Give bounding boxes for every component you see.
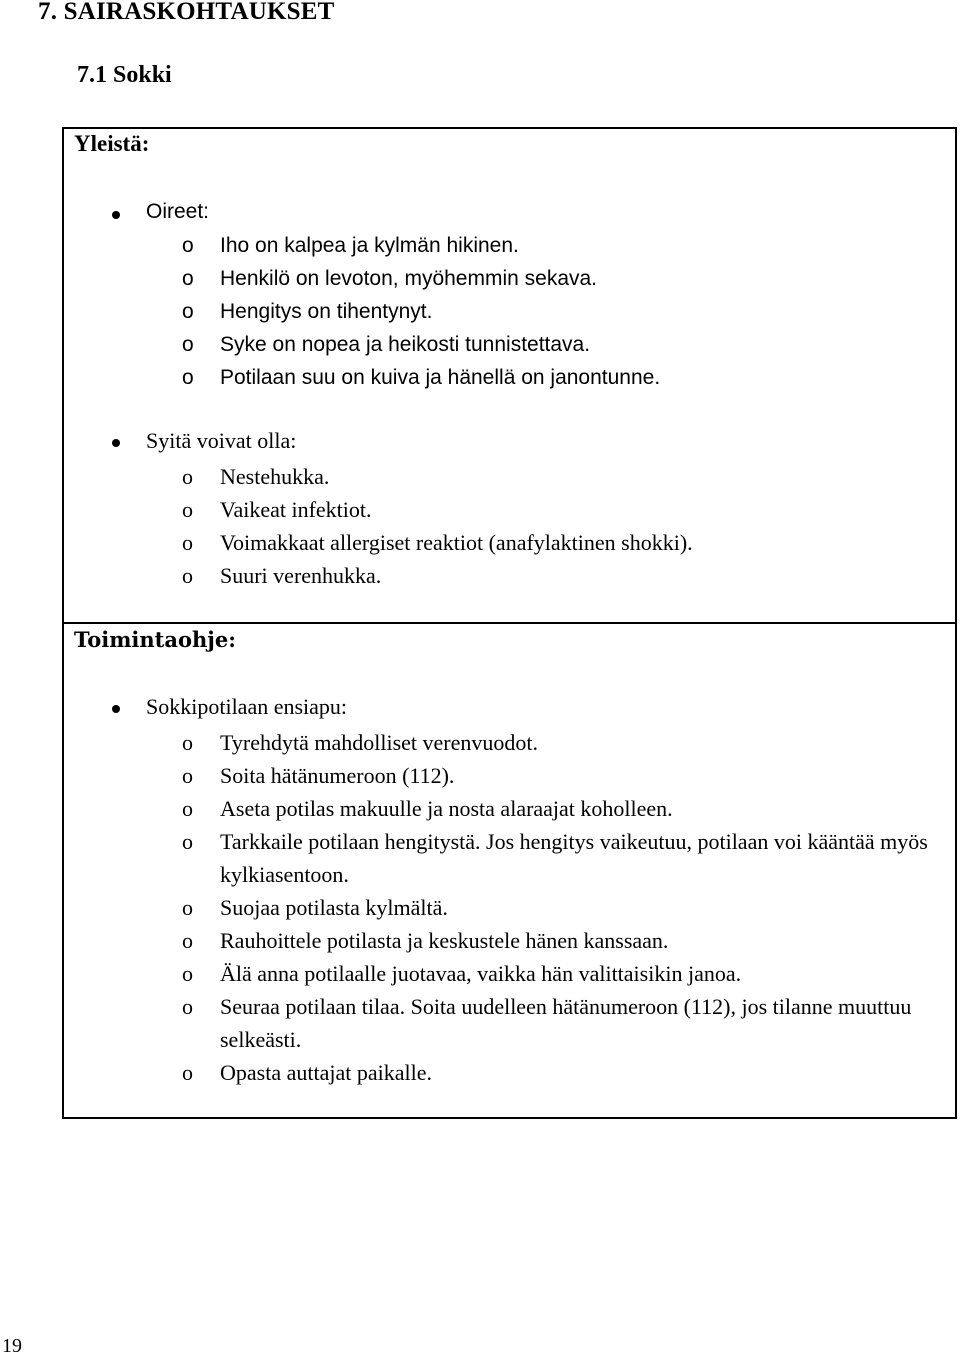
list-item-text: Hengitys on tihentynyt. xyxy=(220,300,433,323)
circle-bullet-icon: o xyxy=(182,961,193,986)
list-item-text: Suuri verenhukka. xyxy=(220,563,382,588)
bullet-dot-icon xyxy=(112,705,120,713)
list-item xyxy=(182,328,942,361)
list-item-text: Henkilö on levoton, myöhemmin sekava. xyxy=(220,267,598,290)
circle-bullet-icon: o xyxy=(182,1060,193,1085)
list-item xyxy=(182,924,942,957)
list-item-text: Tyrehdytä mahdolliset verenvuodot. xyxy=(220,730,538,755)
list-item-text: Tarkkaile potilaan hengitystä. Jos hengitys vaikeutuu, potilaan voi kääntää myös kylkiasentoon. xyxy=(220,829,928,887)
circle-bullet-icon: o xyxy=(182,994,193,1019)
list-item xyxy=(182,229,942,262)
list-item-text: Nestehukka. xyxy=(220,464,330,489)
circle-bullet-icon: o xyxy=(182,300,194,323)
circle-bullet-icon: o xyxy=(182,333,194,356)
list-item xyxy=(182,792,942,825)
general-title: Yleistä: xyxy=(74,131,150,156)
list-item-text: Rauhoittele potilasta ja keskustele hänen kanssaan. xyxy=(220,928,669,953)
list-item xyxy=(182,262,942,295)
circle-bullet-icon: o xyxy=(182,563,193,588)
list-item xyxy=(182,957,942,990)
circle-bullet-icon: o xyxy=(182,497,193,522)
bullet-label: Sokkipotilaan ensiapu: xyxy=(146,694,348,719)
bullet-dot-icon xyxy=(112,211,120,219)
list-item xyxy=(182,990,942,1056)
instructions-title: Toimintaohje: xyxy=(74,627,236,652)
circle-bullet-icon: o xyxy=(182,895,193,920)
list-item-text: Potilaan suu on kuiva ja hänellä on janontunne. xyxy=(220,366,661,389)
bullet-dot-icon xyxy=(112,439,120,447)
circle-bullet-icon: o xyxy=(182,366,194,389)
circle-bullet-icon: o xyxy=(182,730,193,755)
circle-bullet-icon: o xyxy=(182,464,193,489)
list-item xyxy=(182,559,942,592)
list-item xyxy=(182,526,942,559)
chapter-heading: 7. SAIRASKOHTAUKSET xyxy=(38,0,335,25)
bullet-label: Oireet: xyxy=(146,200,210,223)
box-divider xyxy=(62,622,957,624)
list-item xyxy=(182,891,942,924)
list-item xyxy=(182,759,942,792)
circle-bullet-icon: o xyxy=(182,796,193,821)
list-item xyxy=(182,493,942,526)
list-item-text: Opasta auttajat paikalle. xyxy=(220,1060,432,1085)
circle-bullet-icon: o xyxy=(182,928,193,953)
bullet-label: Syitä voivat olla: xyxy=(146,428,297,453)
list-item-text: Voimakkaat allergiset reaktiot (anafylaktinen shokki). xyxy=(220,530,693,555)
circle-bullet-icon: o xyxy=(182,763,193,788)
list-item-text: Syke on nopea ja heikosti tunnistettava. xyxy=(220,333,591,356)
list-item xyxy=(182,460,942,493)
page-number: 19 xyxy=(2,1335,22,1357)
list-item-text: Vaikeat infektiot. xyxy=(220,497,372,522)
list-item-text: Seuraa potilaan tilaa. Soita uudelleen hätänumeroon (112), jos tilanne muuttuu selkeästi. xyxy=(220,994,912,1052)
circle-bullet-icon: o xyxy=(182,530,193,555)
list-item-text: Älä anna potilaalle juotavaa, vaikka hän valittaisikin janoa. xyxy=(220,961,742,986)
circle-bullet-icon: o xyxy=(182,267,194,290)
circle-bullet-icon: o xyxy=(182,829,193,854)
section-heading: 7.1 Sokki xyxy=(77,62,172,88)
list-item xyxy=(182,726,942,759)
list-item xyxy=(182,361,942,394)
list-item-text: Aseta potilas makuulle ja nosta alaraajat koholleen. xyxy=(220,796,673,821)
list-item-text: Suojaa potilasta kylmältä. xyxy=(220,895,448,920)
list-item xyxy=(182,295,942,328)
list-item xyxy=(182,825,942,891)
circle-bullet-icon: o xyxy=(182,234,194,257)
list-item xyxy=(182,1056,942,1089)
list-item-text: Iho on kalpea ja kylmän hikinen. xyxy=(220,234,519,257)
list-item-text: Soita hätänumeroon (112). xyxy=(220,763,455,788)
